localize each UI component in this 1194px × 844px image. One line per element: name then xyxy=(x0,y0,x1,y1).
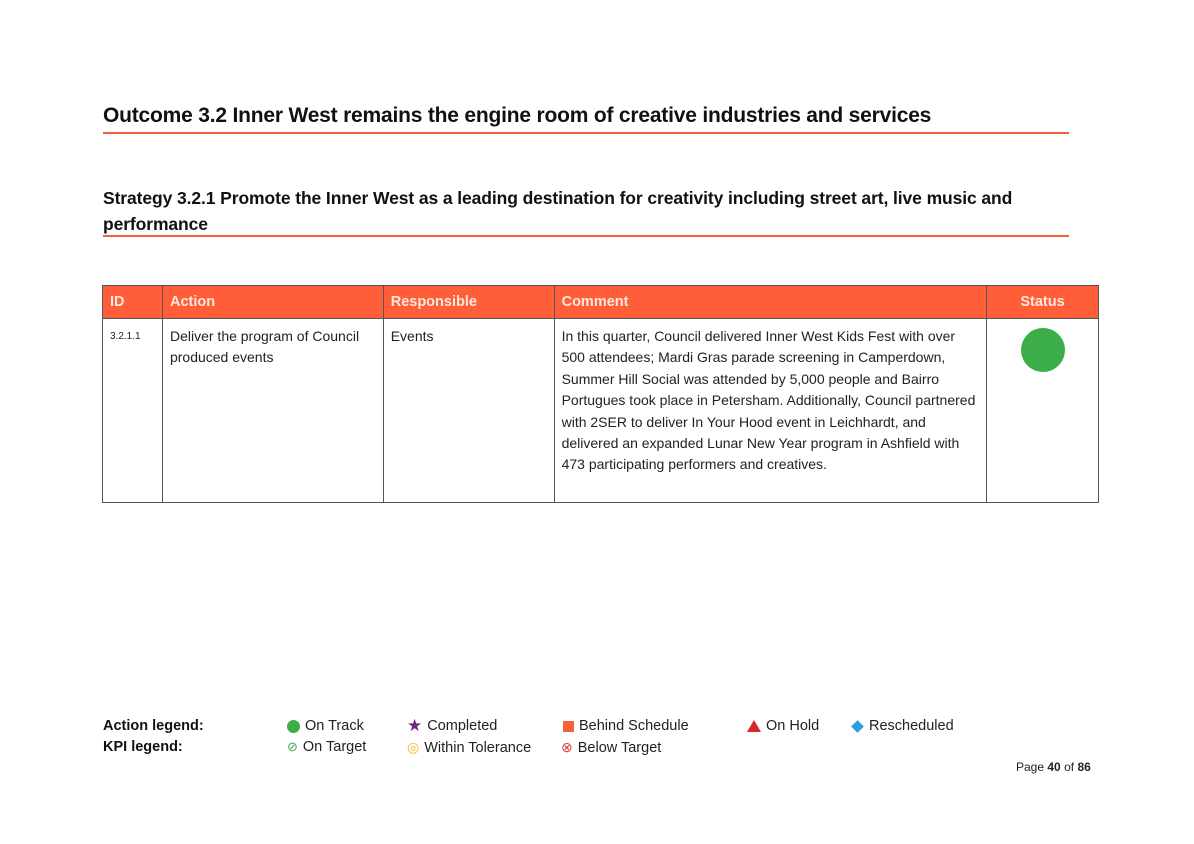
red-triangle-icon xyxy=(747,720,761,732)
kpi-legend-label: KPI legend: xyxy=(103,739,183,755)
header-status: Status xyxy=(987,286,1099,319)
legend-within-tolerance xyxy=(407,739,531,756)
purple-star-icon: ★ xyxy=(407,716,423,735)
action-legend-label: Action legend: xyxy=(103,718,204,734)
header-comment: Comment xyxy=(554,286,986,319)
table-header-row xyxy=(103,286,1099,319)
page-total: 86 xyxy=(1077,760,1091,774)
green-check-icon: ⊘ xyxy=(287,739,298,754)
legend-label: Completed xyxy=(427,718,498,734)
legend-behind-schedule xyxy=(563,718,689,734)
legend-label: Behind Schedule xyxy=(579,718,689,734)
legend-label: On Track xyxy=(305,718,364,734)
on-track-status-icon xyxy=(1021,328,1065,372)
page-current: 40 xyxy=(1047,760,1061,774)
yellow-target-icon: ◎ xyxy=(407,739,420,755)
header-id: ID xyxy=(103,286,163,319)
legend-label: Within Tolerance xyxy=(424,739,532,756)
legend-on-hold xyxy=(747,718,819,734)
outcome-underline xyxy=(103,132,1069,134)
header-action: Action xyxy=(162,286,383,319)
cell-id: 3.2.1.1 xyxy=(103,319,163,503)
outcome-title: Outcome 3.2 Inner West remains the engine room of creative industries and services xyxy=(103,104,932,127)
legend-label: On Target xyxy=(302,739,367,755)
green-circle-icon xyxy=(287,720,300,733)
cell-action: Deliver the program of Council produced events xyxy=(162,319,383,503)
legend-on-track xyxy=(287,718,364,734)
blue-diamond-icon xyxy=(851,720,864,733)
strategy-underline xyxy=(103,235,1069,237)
orange-square-icon xyxy=(563,721,574,732)
page-number xyxy=(1016,760,1091,774)
header-responsible: Responsible xyxy=(383,286,554,319)
legend-completed xyxy=(407,718,497,734)
page-prefix: Page xyxy=(1016,760,1045,774)
strategy-title: Strategy 3.2.1 Promote the Inner West as a leading destination for creativity including street art, live music and performance xyxy=(103,188,1013,234)
cell-comment: In this quarter, Council delivered Inner West Kids Fest with over 500 attendees; Mardi Gras parade screening in Camperdown, Summer Hill Social was attended by 5,000 people and Bairro Portugues took place in Petersham. Additionally, Council partnered with 2SER to deliver In Your Hood event in Leichhardt, and delivered an expanded Lunar New Year program in Ashfield with 473 participating performers and creatives. xyxy=(554,319,986,503)
cell-status xyxy=(987,319,1099,503)
actions-table xyxy=(102,285,1099,503)
legend-below-target xyxy=(561,739,661,756)
legend-label: On Hold xyxy=(766,718,820,734)
table-row xyxy=(103,319,1099,503)
page-of: of xyxy=(1064,760,1075,774)
legend-label: Below Target xyxy=(577,739,662,756)
legend-on-target xyxy=(287,739,366,755)
legend-rescheduled xyxy=(851,718,954,734)
red-cross-icon: ⊗ xyxy=(561,739,573,755)
legend-label: Rescheduled xyxy=(869,718,954,734)
cell-responsible: Events xyxy=(383,319,554,503)
